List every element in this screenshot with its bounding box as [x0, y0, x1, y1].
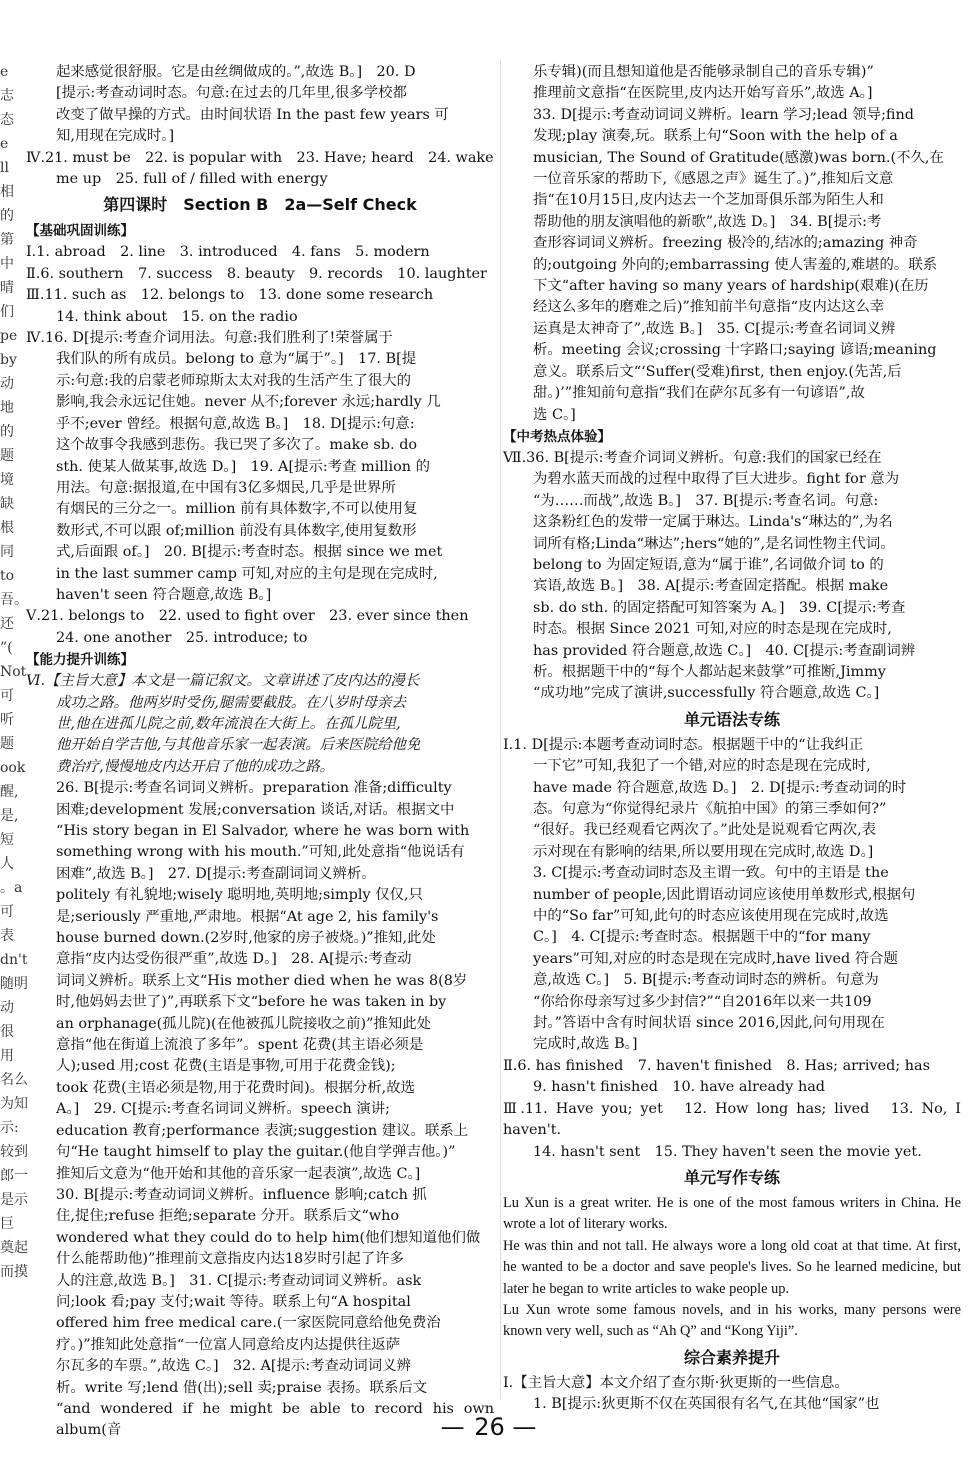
answer-line: 宾语,故选 B。] 38. A[提示:考查固定搭配。根据 make [533, 578, 889, 595]
answer-line: 起来感觉很舒服。它是由丝绸做成的。”,故选 B。] 20. D [56, 64, 416, 80]
answer-line: 意,故选 C。] 5. B[提示:考查动词时态的辨析。句意为 [533, 972, 879, 989]
answer-line: 指“在10月15日,皮内达去一个芝加哥俱乐部为陌生人和 [533, 192, 884, 209]
answer-line: 尔瓦多的车票。”,故选 C。] 32. A[提示:考查动词词义辨 [56, 1358, 411, 1375]
answer-line: 甜。)’”推知前句意指“我们在萨尔瓦多有一句谚语”,故 [533, 385, 865, 402]
answer-line: “为……而战”,故选 B。] 37. B[提示:考查名词。句意: [533, 492, 879, 509]
answer-line: sth. 使某人做某事,故选 D。] 19. A[提示:考查 million 的 [56, 458, 430, 475]
bleed-fragment: e [0, 136, 9, 152]
answer-line: 示对现在有影响的结果,所以要用现在完成时,故选 D。] [533, 843, 874, 860]
answer-line: 有烟民的三分之一。million 前有具体数字,不可以使用复 [56, 501, 418, 518]
bleed-fragment: 为知 [0, 1096, 28, 1112]
bleed-fragment: 听 [0, 712, 14, 728]
left-column [26, 62, 494, 1442]
answer-line: took 花费(主语必须是物,用于花费时间)。根据分析,故选 [56, 1079, 415, 1096]
answer-line: 1. B[提示:狄更斯不仅在英国很有名气,在其他“国家”也 [533, 1396, 880, 1413]
answer-line: 用法。句意:据报道,在中国有3亿多烟民,几乎是世界所 [56, 479, 396, 496]
bleed-fragment: 同 [0, 544, 14, 560]
bleed-fragment: dn't [0, 952, 28, 968]
answer-line: 改变了做早操的方式。由时间状语 In the past few years 可 [56, 106, 449, 123]
answer-line: 运真是太神奇了”,故选 B。] 35. C[提示:考查名词词义辨 [533, 320, 896, 337]
answer-line: 完成时,故选 B。] [533, 1036, 638, 1053]
answer-line: 14. hasn't sent 15. They haven't seen the movie yet. [533, 1143, 922, 1160]
answer-line: 词所有格;Linda“琳达”;hers“她的”,是名词性物主代词。 [533, 535, 895, 552]
section-heading: 单元写作专练 [683, 1167, 780, 1187]
answer-line: A。] 29. C[提示:考查名词词义辨析。speech 演讲; [56, 1101, 390, 1118]
bleed-fragment: to [0, 568, 15, 584]
answer-line: “and wondered if he might be able to record his own album(音 [56, 1400, 494, 1439]
column-divider [500, 60, 501, 1400]
bleed-fragment: 很 [0, 1024, 14, 1040]
answer-line: 句“He taught himself to play the guitar.(他自学弹吉他。)” [56, 1144, 456, 1161]
writing-paragraph: He was thin and not tall. He always wore a long old coat at that time. At first, he wanted to be a doctor and save people's lives. So he learned medicine, but later he began to write articles to wake people up. [503, 1237, 961, 1297]
answer-line: me up 25. full of / filled with energy [56, 171, 328, 188]
bleed-fragment: 巨 [0, 1216, 14, 1232]
answer-line: 24. one another 25. introduce; to [56, 629, 308, 646]
bleed-fragment: 第 [0, 232, 14, 248]
section-heading: 综合素养提升 [683, 1347, 780, 1367]
answer-line: has provided 符合题意,故选 C。] 40. C[提示:考查副词辨 [533, 642, 916, 659]
bleed-fragment: e [0, 64, 9, 80]
answer-line: “你给你母亲写过多少封信?”“自2016年以来一共109 [533, 993, 872, 1010]
answer-line: Ⅰ.1. D[提示:本题考查动词时态。根据题干中的“让我纠正 [503, 736, 864, 753]
bleed-fragment: 较到 [0, 1144, 28, 1160]
page-number: 26 [474, 1413, 505, 1441]
bleed-fragment: ook [0, 760, 26, 776]
answer-line: 封。”答语中含有时间状语 since 2016,因此,问句用现在 [533, 1015, 885, 1032]
answer-line: 问;look 看;pay 支付;wait 等待。联系上句“A hospital [56, 1293, 411, 1310]
answer-line: 3. C[提示:考查动词时态及主谓一致。句中的主语是 the [533, 865, 889, 882]
answer-line: 33. D[提示:考查动词词义辨析。learn 学习;lead 领导;find [533, 106, 915, 123]
answer-line: “His story began in El Salvador, where he was born with [56, 823, 470, 839]
bleed-fragment: 可 [0, 688, 14, 704]
answer-line: an orphanage(孤儿院)(在他被孤儿院接收之前)”推知此处 [56, 1015, 432, 1032]
answer-line: 为碧水蓝天而战的过程中取得了巨大进步。fight for 意为 [533, 471, 900, 488]
answer-line: 发现;play 演奏,玩。联系上句“Soon with the help of a [533, 128, 898, 145]
bleed-fragment: 地 [0, 400, 14, 416]
answer-line: Ⅱ.6. has finished 7. haven't finished 8. Has; arrived; has [503, 1057, 931, 1074]
answer-line: 意指“他在街道上流浪了多年”。spent 花费(其主语必须是 [56, 1037, 424, 1054]
bleed-fragment: 的 [0, 208, 14, 224]
bleed-fragment: 根 [0, 520, 14, 536]
bleed-fragment: 相 [0, 184, 14, 200]
answer-line: Ⅳ.16. D[提示:考查介词用法。句意:我们胜利了!荣誉属于 [26, 330, 393, 347]
answer-line: politely 有礼貌地;wisely 聪明地,英明地;simply 仅仅,只 [56, 887, 423, 904]
bleed-fragment: 动 [0, 376, 14, 392]
answer-line: 意义。联系后文“‘Suffer(受难)first, then enjoy.(先苦,后 [533, 363, 902, 380]
answer-line: 成功之路。他两岁时受伤,腿需要截肢。在八岁时母亲去 [56, 694, 406, 711]
bleed-fragment: 人 [0, 856, 14, 872]
answer-line: Ⅳ.21. must be 22. is popular with 23. Have; heard 24. wake [26, 149, 494, 166]
answer-line: 析。根据题干中的“每个人都站起来鼓掌”可推断,Jimmy [533, 663, 886, 680]
answer-line: “成功地”完成了演讲,successfully 符合题意,故选 C。] [533, 685, 880, 702]
bleed-fragment: 态 [0, 112, 14, 128]
answer-line: 人的注意,故选 B。] 31. C[提示:考查动词词义辨析。ask [56, 1272, 422, 1289]
answer-line: 知,用现在完成时。] [56, 128, 175, 145]
section-heading: 单元语法专练 [683, 709, 780, 729]
answer-line: 析。meeting 会议;crossing 十字路口;saying 谚语;meaning [533, 342, 937, 359]
answer-line: have made 符合题意,故选 D。] 2. D[提示:考查动词的时 [533, 779, 907, 796]
answer-line: 析。write 写;lend 借(出);sell 卖;praise 表扬。联系后文 [56, 1379, 428, 1396]
answer-line: sb. do sth. 的固定搭配可知答案为 A。] 39. C[提示:考查 [533, 599, 906, 616]
answer-line: 什么能帮助他)”推理前文意指皮内达18岁时引起了许多 [56, 1251, 404, 1268]
answer-line: 住,捉住;refuse 拒绝;separate 分开。联系后文“who [56, 1208, 400, 1225]
bleed-fragment: by [0, 352, 17, 368]
bleed-fragment: 奠起 [0, 1240, 28, 1256]
answer-line: “很好。我已经观看它两次了。”此处是说观看它两次,表 [533, 822, 877, 839]
bleed-fragment: 是, [0, 808, 19, 824]
bleed-fragment: 晴 [0, 280, 14, 296]
bleed-fragment: 吾。 [0, 592, 28, 608]
bleed-fragment: 。a [0, 880, 23, 896]
answer-line: 困难”,故选 B。] 27. D[提示:考查副词词义辨析。 [56, 865, 376, 882]
answer-line: 疗。)”推知此处意指“一位富人同意给皮内达提供往返萨 [56, 1336, 401, 1353]
bleed-fragment: 示: [0, 1120, 19, 1136]
answer-line: 意指“皮内达受伤很严重”,故选 D。] 28. A[提示:考查动 [56, 951, 412, 968]
answer-line: 影响,我会永远记住她。never 从不;forever 永远;hardly 几 [56, 394, 441, 411]
answer-line: 人);used 用;cost 花费(主语是事物,可用于花费金钱); [56, 1058, 396, 1075]
answer-line: something wrong with his mouth.”可知,此处意指“他说话有 [56, 844, 465, 861]
answer-line: wondered what they could do to help him(他们想知道他们做 [56, 1229, 481, 1246]
answer-line: 经这么多年的磨难之后)”推知前半句意指“皮内达这么幸 [533, 299, 885, 316]
answer-line: 下文“after having so many years of hardship(艰难)(在历 [533, 278, 929, 295]
bleed-fragment: 短 [0, 832, 14, 848]
bleed-fragment: 题 [0, 448, 14, 464]
answer-line: Ⅴ.21. belongs to 22. used to fight over 23. ever since then [26, 608, 469, 625]
answer-line: musician, The Sound of Gratitude(感激)was born.(不久,在 [533, 149, 944, 166]
answer-line: haven't seen 符合题意,故选 B。] [56, 586, 272, 603]
answer-line: [提示:考查动词时态。句意:在过去的几年里,很多学校都 [56, 85, 407, 102]
bleed-fragment: 醒, [0, 784, 19, 800]
subsection-label: 【能力提升训练】 [26, 652, 134, 669]
writing-paragraph: Lu Xun wrote some famous novels, and in his works, many persons were known very well, such as “Ah Q” and “Kong Yiji”. [503, 1301, 961, 1340]
answer-line: Ⅵ.【主旨大意】本文是一篇记叙文。文章讲述了皮内达的漫长 [26, 673, 420, 690]
answer-line: 的;outgoing 外向的;embarrassing 使人害羞的,难堪的。联系 [533, 256, 938, 273]
answer-line: 乎不;ever 曾经。根据句意,故选 B。] 18. D[提示:句意: [56, 415, 415, 432]
answer-line: 一位音乐家的帮助下,《感恩之声》诞生了。)”,推知后文意 [533, 171, 894, 188]
bleed-fragment: 的 [0, 424, 14, 440]
bleed-fragment: pe [0, 328, 18, 344]
section-heading: 第四课时 Section B 2a—Self Check [103, 195, 417, 215]
subsection-label: 【中考热点体验】 [503, 428, 611, 445]
bleed-fragment: 而摸 [0, 1264, 28, 1280]
bleed-fragment: 表 [0, 928, 14, 944]
answer-line: 示:句意:我的启蒙老师琼斯太太对我的生活产生了很大的 [56, 372, 412, 389]
answer-line: 一下它”可知,我犯了一个错,对应的时态是现在完成时, [533, 758, 871, 775]
bleed-fragment: 郎一 [0, 1168, 28, 1184]
answer-line: Ⅲ.11. Have you; yet 12. How long has; lived 13. No, I haven't. [503, 1100, 961, 1139]
answer-line: Ⅰ.【主旨大意】本文介绍了查尔斯·狄更斯的一些信息。 [503, 1374, 849, 1391]
answer-line: 推知后文意为“他开始和其他的音乐家一起表演”,故选 C。] [56, 1165, 421, 1182]
right-column [503, 62, 961, 1416]
writing-paragraph: Lu Xun is a great writer. He is one of the most famous writers in China. He wrote a lot of literary works. [503, 1194, 961, 1233]
page-footer: — 26 — [440, 1413, 539, 1441]
answer-line: 是;seriously 严重地,严肃地。根据“At age 2, his family's [56, 908, 439, 925]
answer-line: Ⅰ.1. abroad 2. line 3. introduced 4. fans 5. modern [26, 244, 430, 261]
answer-line: 世,他在进孤儿院之前,数年流浪在大街上。在孤儿院里, [56, 715, 401, 732]
bleed-fragment: 用 [0, 1048, 14, 1064]
bleed-fragment: 境 [0, 472, 14, 488]
answer-line: Ⅲ.11. such as 12. belongs to 13. done some research [26, 287, 434, 304]
answer-line: Ⅱ.6. southern 7. success 8. beauty 9. records 10. laughter [26, 265, 487, 282]
bleed-fragment: 缺 [0, 496, 14, 512]
answer-line: 时态。根据 Since 2021 可知,对应的时态是现在完成时, [533, 621, 892, 638]
answer-line: 30. B[提示:考查动词词义辨析。influence 影响;catch 抓 [56, 1186, 427, 1203]
answer-line: 推理前文意指“在医院里,皮内达开始写音乐”,故选 A。] [533, 85, 873, 102]
answer-line: C。] 4. C[提示:考查时态。根据题干中的“for many [533, 929, 871, 946]
answer-line: 他开始自学吉他,与其他音乐家一起表演。后来医院给他免 [56, 737, 421, 754]
bleed-fragment: ll [0, 160, 9, 176]
answer-line: in the last summer camp 可知,对应的主句是现在完成时, [56, 565, 438, 582]
left-margin-bleed [0, 60, 28, 1420]
bleed-fragment: 是示 [0, 1192, 28, 1208]
answer-line: 查形容词词义辨析。freezing 极冷的,结冰的;amazing 神奇 [533, 235, 918, 252]
answer-line: education 教育;performance 表演;suggestion 建议。联系上 [56, 1122, 469, 1139]
answer-line: number of people,因此谓语动词应该使用单数形式,根据句 [533, 886, 916, 903]
answer-line: 选 C。] [533, 406, 576, 423]
answer-line: 词词义辨析。联系上文“His mother died when he was 8(8岁 [56, 972, 468, 989]
answer-line: 数形式,不可以跟 of;million 前没有具体数字,使用复数形 [56, 522, 417, 539]
answer-line: 帮助他的朋友演唱他的新歌”,故选 D。] 34. B[提示:考 [533, 213, 882, 230]
answer-line: 式,后面跟 of。] 20. B[提示:考查时态。根据 since we met [56, 544, 443, 561]
bleed-fragment: 动 [0, 1000, 14, 1016]
answer-line: 9. hasn't finished 10. have already had [533, 1079, 826, 1096]
bleed-fragment: 志 [0, 88, 14, 104]
bleed-fragment: 题 [0, 736, 14, 752]
answer-line: Ⅶ.36. B[提示:考查介词词义辨析。句意:我们的国家已经在 [503, 449, 882, 466]
bleed-fragment: 名么 [0, 1072, 28, 1088]
answer-line: 14. think about 15. on the radio [56, 308, 298, 325]
answer-line: belong to 为固定短语,意为“属于谁”,名词做介词 to 的 [533, 556, 884, 573]
bleed-fragment: 还 [0, 616, 14, 632]
answer-line: 我们队的所有成员。belong to 意为“属于”。] 17. B[提 [56, 351, 417, 368]
answer-line: 中的“So far”可知,此句的时态应该使用现在完成时,故选 [533, 908, 889, 925]
bleed-fragment: 中 [0, 256, 14, 272]
answer-line: 费治疗,慢慢地皮内达开启了他的成功之路。 [56, 758, 334, 775]
answer-line: 时,他妈妈去世了)”,再联系下文“before he was taken in by [56, 994, 447, 1011]
answer-line: 这条粉红色的发带一定属于琳达。Linda's“琳达的”,为名 [533, 514, 893, 531]
answer-line: offered him free medical care.(一家医院同意给他免费治 [56, 1315, 441, 1332]
bleed-fragment: 可 [0, 904, 14, 920]
answer-line: 困难;development 发展;conversation 谈话,对话。根据文中 [56, 801, 455, 818]
bleed-fragment: ”( [0, 640, 13, 656]
answer-line: 26. B[提示:考查名词词义辨析。preparation 准备;difficulty [56, 780, 452, 797]
answer-line: 这个故事令我感到悲伤。我已哭了多次了。make sb. do [56, 437, 418, 454]
answer-line: 乐专辑)(而且想知道他是否能够录制自己的音乐专辑)” [533, 64, 874, 80]
answer-line: 态。句意为“你觉得纪录片《航拍中国》的第三季如何?” [533, 801, 887, 817]
answer-line: years”可知,对应的时态是现在完成时,have lived 符合题 [533, 950, 898, 967]
answer-line: house burned down.(2岁时,他家的房子被烧。)”推知,此处 [56, 930, 436, 947]
bleed-fragment: 们 [0, 304, 14, 320]
bleed-fragment: Not [0, 664, 27, 680]
bleed-fragment: 随明 [0, 976, 28, 992]
subsection-label: 【基础巩固训练】 [26, 223, 134, 240]
